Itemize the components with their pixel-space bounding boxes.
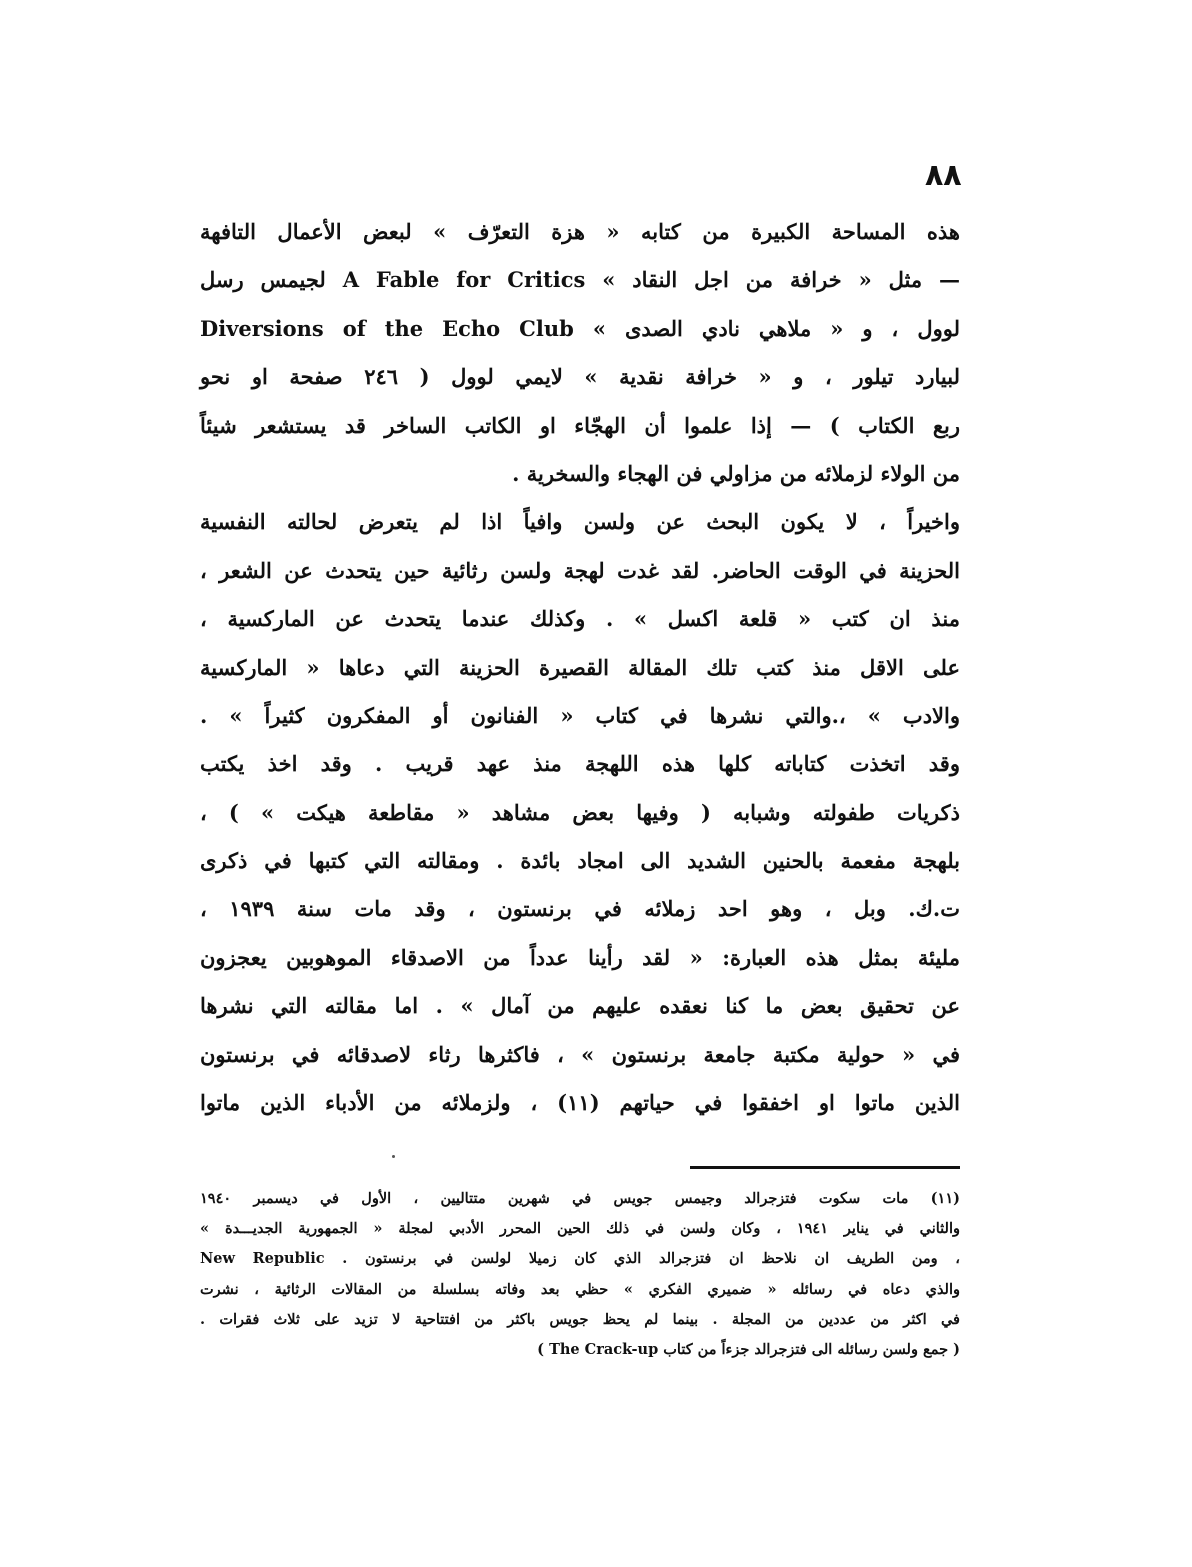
body-line: منذ ان كتب « قلعة اكسل » . وكذلك عندما يتحدث عن الماركسية ، <box>200 606 960 632</box>
footnote-line: والثاني في يناير ١٩٤١ ، وكان ولسن في ذلك الحين المحرر الأدبي لمجلة « الجمهورية الجديـــدة » <box>200 1220 961 1238</box>
footnote-line: ( جمع ولسن رسائله الى فتزجرالد جزءاً من كتاب The Crack-up ) <box>537 1340 960 1358</box>
footnote-separator <box>690 1166 960 1169</box>
body-line: والادب » ،.والتي نشرها في كتاب « الفنانون أو المفكرون كثيراً » . <box>200 702 960 728</box>
body-line: الذين ماتوا او اخفقوا في حياتهم (١١) ، ولزملائه من الأدباء الذين ماتوا <box>200 1090 960 1116</box>
body-line: مليئة بمثل هذه العبارة: « لقد رأينا عدداً من الاصدقاء الموهوبين يعجزون <box>200 944 960 970</box>
body-line: — مثل « خرافة من اجل النقاد » A Fable for Critics لجيمس رسل <box>200 267 961 293</box>
body-line: لوول ، و « ملاهي نادي الصدى » Diversions of the Echo Club <box>200 315 960 341</box>
body-line: ربع الكتاب ) — إذا علموا أن الهجّاء او الكاتب الساخر قد يستشعر شيئاً <box>200 412 960 438</box>
body-text <box>200 208 960 1127</box>
print-speck <box>392 1155 395 1158</box>
footnote-line: (١١) مات سكوت فتزجرالد وجيمس جويس في شهرين متتاليين ، الأول في ديسمبر ١٩٤٠ <box>200 1190 960 1207</box>
body-line: وقد اتخذت كتاباته كلها هذه اللهجة منذ عهد قريب . وقد اخذ يكتب <box>200 751 960 777</box>
body-line: من الولاء لزملائه من مزاولي فن الهجاء والسخرية . <box>512 460 960 486</box>
body-line: هذه المساحة الكبيرة من كتابه « هزة التعرّف » لبعض الأعمال التافهة <box>200 219 960 244</box>
page-number: ٨٨ <box>925 158 962 193</box>
body-line: على الاقل منذ كتب تلك المقالة القصيرة الحزينة التي دعاها « الماركسية <box>200 654 960 680</box>
body-line: بلهجة مفعمة بالحنين الشديد الى امجاد بائدة . ومقالته التي كتبها في ذكرى <box>200 848 960 874</box>
footnote-line: New Republic . ومن الطريف ان نلاحظ ان فتزجرالد الذي كان زميلا لولسن في برنستون ، <box>200 1250 960 1268</box>
footnote-line: والذي دعاه في رسائله « ضميري الفكري » حظي بعد وفاته بسلسلة من المقالات الرثائية ، نشرت <box>200 1280 960 1298</box>
body-line: لبيارد تيلور ، و « خرافة نقدية » لايمي لوول ( ٢٤٦ صفحة او نحو <box>200 364 960 390</box>
body-line: ذكريات طفولته وشبابه ( وفيها بعض مشاهد « مقاطعة هيكت » ) ، <box>200 799 960 825</box>
body-line: في « حولية مكتبة جامعة برنستون » ، فاكثرها رثاء لاصدقائه في برنستون <box>200 1041 960 1067</box>
footnote-line: في اكثر من عددين من المجلة . بينما لم يحظ جويس باكثر من افتتاحية لا تزيد على ثلاث فقرات . <box>200 1310 960 1328</box>
footnotes <box>200 1184 960 1365</box>
body-line: عن تحقيق بعض ما كنا نعقده عليهم من آمال » . اما مقالته التي نشرها <box>200 993 960 1019</box>
body-line: ت.ك. وبل ، وهو احد زملائه في برنستون ، وقد مات سنة ١٩٣٩ ، <box>200 896 960 922</box>
body-line: الحزينة في الوقت الحاضر. لقد غدت لهجة ولسن رثائية حين يتحدث عن الشعر ، <box>200 557 960 583</box>
body-line: واخيراً ، لا يكون البحث عن ولسن وافياً اذا لم يتعرض لحالته النفسية <box>200 509 960 535</box>
